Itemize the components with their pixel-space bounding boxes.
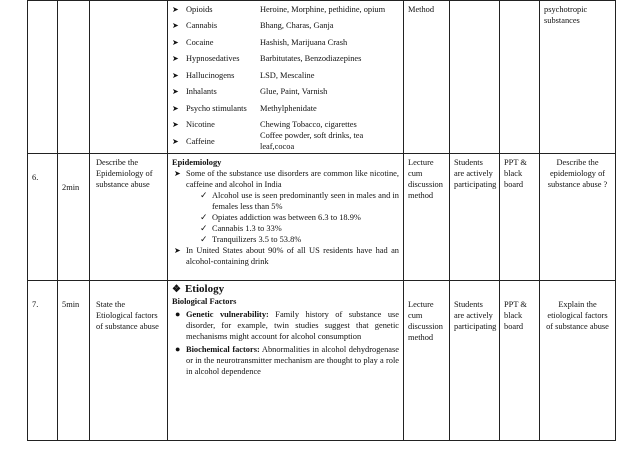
av-aids-cell	[500, 1, 540, 154]
arrow-bullet-icon: ➤	[172, 4, 179, 14]
evaluation: Describe the epidemiology of substance abuse ?	[540, 154, 616, 281]
activity-cell	[450, 1, 500, 154]
learner-activity: Students are actively participating	[450, 154, 500, 281]
arrow-bullet-icon: ➤	[172, 70, 179, 80]
list-item: ✓ Tranquilizers 3.5 to 53.8%	[200, 234, 302, 244]
drug-name: Psycho stimulants	[186, 103, 247, 113]
list-item: ✓ Opiates addiction was between 6.3 to 18.9%	[200, 212, 361, 222]
drug-examples: Hashish, Marijuana Crash	[260, 37, 348, 47]
checkmark-icon: ✓	[200, 223, 208, 233]
drug-name: Nicotine	[186, 120, 215, 130]
drug-list	[172, 1, 399, 150]
arrow-bullet-icon: ➤	[172, 103, 179, 113]
epidemiology-subpoints	[172, 190, 399, 245]
drug-name: Cocaine	[186, 37, 214, 47]
arrow-bullet-icon: ➤	[172, 136, 179, 146]
bullet-dot-icon: ●	[175, 309, 181, 319]
arrow-bullet-icon: ➤	[172, 120, 179, 130]
list-item	[172, 84, 399, 101]
arrow-bullet-icon: ➤	[172, 37, 179, 47]
diamond-bullet-icon: ❖	[172, 284, 181, 295]
evaluation-cell: psychotropic substances	[540, 1, 616, 154]
bullet-dot-icon: ●	[175, 344, 181, 354]
list-item: ✓ Alcohol use is seen predominantly seen in males and in females less than 5%	[200, 190, 399, 211]
drug-name: Cannabis	[186, 21, 218, 31]
subheading: Biological Factors	[172, 297, 237, 306]
content-cell	[168, 1, 404, 154]
arrow-bullet-icon: ➤	[174, 169, 181, 178]
epidemiology-point-2: ➤ In United States about 90% of all US residents have had an alcohol-containing drink	[174, 246, 399, 266]
list-item	[172, 34, 399, 51]
method-cell: Method	[404, 1, 450, 154]
objective-cell	[90, 1, 168, 154]
drug-examples: Coffee powder, soft drinks, tea leaf,cocoa	[260, 131, 364, 152]
drug-name: Opioids	[186, 4, 213, 14]
objective: State the Etiological factors of substance abuse	[90, 281, 168, 441]
list-item	[172, 133, 399, 150]
row-number: 7.	[28, 281, 58, 441]
table-row-epidemiology	[28, 154, 616, 281]
arrow-bullet-icon: ➤	[172, 54, 179, 64]
objective: Describe the Epidemiology of substance abuse	[90, 154, 168, 281]
method: Lecture cum discussion method	[404, 281, 450, 441]
table-row-etiology	[28, 281, 616, 441]
duration: 2min	[58, 154, 90, 281]
drug-examples: LSD, Mescaline	[260, 70, 315, 80]
drug-examples: Methylphenidate	[260, 103, 317, 113]
drug-name: Hallucinogens	[186, 70, 235, 80]
epidemiology-point-1: ➤ Some of the substance use disorders are common like nicotine, caffeine and alcohol in India	[174, 169, 399, 189]
av-aids: PPT & black board	[500, 281, 540, 441]
section-heading: Epidemiology	[172, 158, 222, 167]
av-aids: PPT & black board	[500, 154, 540, 281]
list-item	[172, 1, 399, 18]
table-row-continuation	[28, 1, 616, 154]
arrow-bullet-icon: ➤	[174, 246, 181, 255]
list-item: ● Biochemical factors: Abnormalities in alcohol dehydrogenase or in the neurotransmitter mechanism are thought to play a role in alcohol dependence	[175, 344, 399, 376]
drug-examples: Glue, Paint, Varnish	[260, 87, 328, 97]
row-number: 6.	[28, 154, 58, 281]
arrow-bullet-icon: ➤	[172, 87, 179, 97]
drug-name: Hypnosedatives	[186, 54, 240, 64]
duration: 5min	[58, 281, 90, 441]
drug-examples: Chewing Tobacco, cigarettes	[260, 120, 357, 130]
method: Lecture cum discussion method	[404, 154, 450, 281]
section-heading: ❖ Etiology	[172, 283, 225, 295]
checkmark-icon: ✓	[200, 212, 208, 222]
no-cell	[28, 1, 58, 154]
list-item	[172, 100, 399, 117]
drug-name: Caffeine	[186, 136, 215, 146]
content-etiology	[168, 281, 404, 441]
time-cell	[58, 1, 90, 154]
content-epidemiology	[168, 154, 404, 281]
checkmark-icon: ✓	[200, 190, 208, 200]
list-item	[172, 18, 399, 35]
list-item	[172, 51, 399, 68]
list-item: ✓ Cannabis 1.3 to 33%	[200, 223, 282, 233]
evaluation: Explain the etiological factors of substance abuse	[540, 281, 616, 441]
drug-examples: Bhang, Charas, Ganja	[260, 21, 334, 31]
drug-name: Inhalants	[186, 87, 217, 97]
checkmark-icon: ✓	[200, 234, 208, 244]
list-item	[172, 67, 399, 84]
etiology-factors	[172, 309, 399, 377]
drug-examples: Heroine, Morphine, pethidine, opium	[260, 4, 386, 14]
learner-activity: Students are actively participating	[450, 281, 500, 441]
lesson-plan-table	[27, 0, 616, 441]
drug-examples: Barbitutates, Benzodiazepines	[260, 54, 362, 64]
arrow-bullet-icon: ➤	[172, 21, 179, 31]
list-item: ● Genetic vulnerability: Family history of substance use disorder, for example, twin studies suggest that genetic mechanisms might account for alcohol consumption	[175, 309, 399, 341]
